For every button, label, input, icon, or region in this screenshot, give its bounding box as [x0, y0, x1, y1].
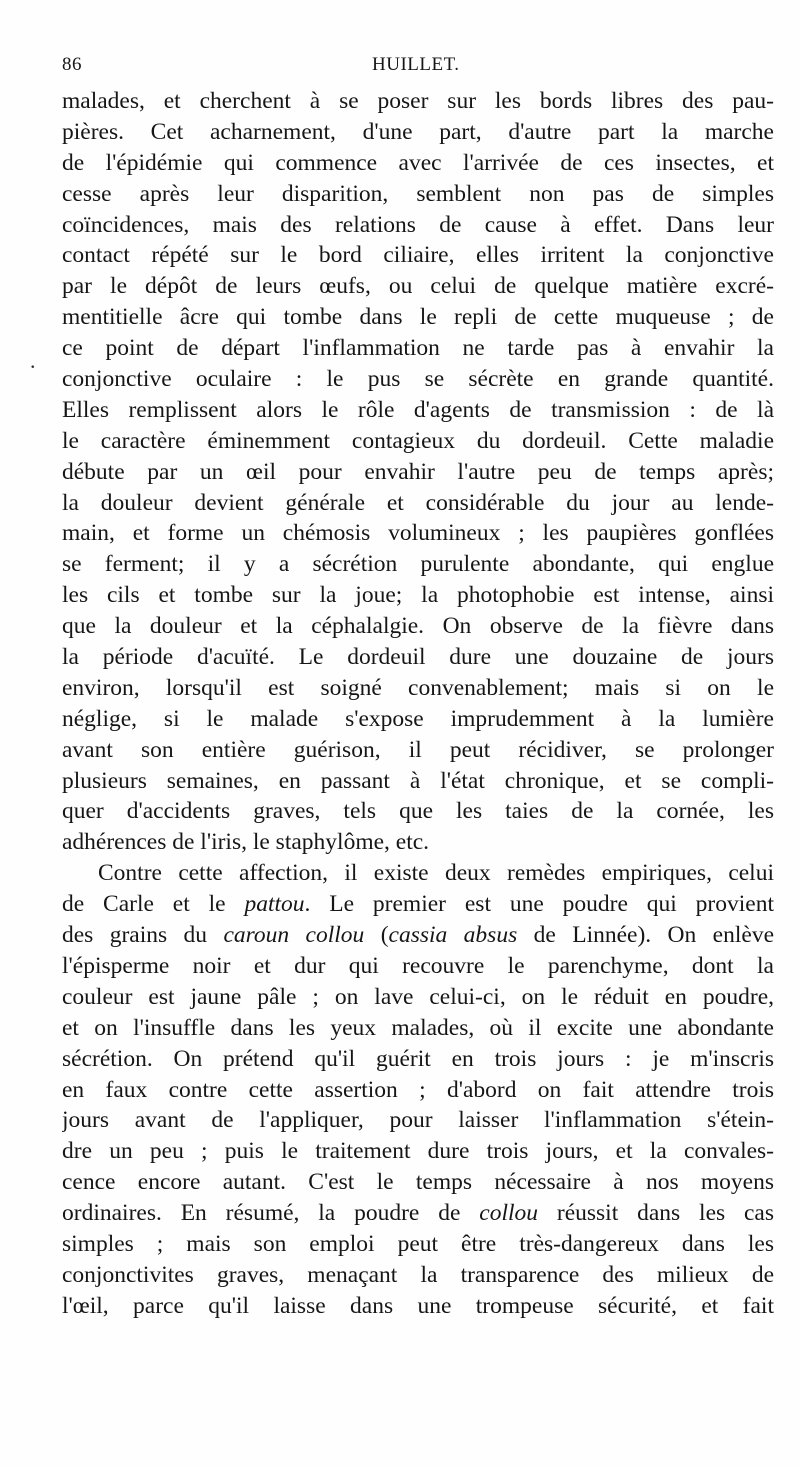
text-line: la douleur devient générale et considérable du jour au lende- — [62, 489, 774, 516]
text-line: conjonctivites graves, menaçant la transparence des milieux de — [62, 1261, 774, 1288]
text-line: quer d'accidents graves, tels que les taies de la cornée, les — [62, 798, 774, 825]
text-line — [62, 889, 774, 920]
text-run: des grains du — [62, 922, 224, 949]
text-run: . Le premier est une poudre qui provient — [304, 891, 774, 918]
text-line: environ, lorsqu'il est soigné convenablement; mais si on le — [62, 674, 774, 701]
text-line: se ferment; il y a sécrétion purulente abondante, qui englue — [62, 551, 774, 578]
text-line: plusieurs semaines, en passant à l'état chronique, et se compli- — [62, 767, 774, 794]
text-line: contact répété sur le bord ciliaire, elles irritent la conjonctive — [62, 242, 774, 269]
text-line: dre un peu ; puis le traitement dure trois jours, et la convales- — [62, 1138, 774, 1165]
text-line — [62, 920, 774, 951]
text-line: cesse après leur disparition, semblent non pas de simples — [62, 180, 774, 207]
text-line: adhérences de l'iris, le staphylôme, etc. — [62, 829, 430, 856]
text-line: coïncidences, mais des relations de cause à effet. Dans leur — [62, 211, 774, 238]
text-line: pières. Cet acharnement, d'une part, d'autre part la marche — [62, 118, 774, 145]
text-line: mentitielle âcre qui tombe dans le repli de cette muqueuse ; de — [62, 304, 774, 331]
text-line: ce point de départ l'inflammation ne tarde pas à envahir la — [62, 335, 774, 362]
text-line: cence encore autant. C'est le temps nécessaire à nos moyens — [62, 1169, 774, 1196]
text-line: la période d'acuïté. Le dordeuil dure une douzaine de jours — [62, 644, 774, 671]
italic-term: collou — [479, 1200, 539, 1227]
text-line: débute par un œil pour envahir l'autre peu de temps après; — [62, 458, 774, 485]
text-line: jours avant de l'appliquer, pour laisser l'inflammation s'étein- — [62, 1107, 774, 1134]
text-line: conjonctive oculaire : le pus se sécrète en grande quantité. — [62, 366, 774, 393]
text-line: sécrétion. On prétend qu'il guérit en trois jours : je m'inscris — [62, 1045, 774, 1072]
text-line: malades, et cherchent à se poser sur les bords libres des pau- — [62, 88, 774, 114]
text-line — [62, 1198, 774, 1229]
text-run: réussit dans les cas — [538, 1200, 774, 1227]
text-line: l'œil, parce qu'il laisse dans une trompeuse sécurité, et fait — [62, 1292, 774, 1319]
paragraph-1 — [62, 86, 774, 858]
text-line: par le dépôt de leurs œufs, ou celui de quelque matière excré- — [62, 273, 774, 300]
text-line: main, et forme un chémosis volumineux ; les paupières gonflées — [62, 520, 774, 547]
text-line: l'épisperme noir et dur qui recouvre le parenchyme, dont la — [62, 952, 774, 979]
text-line: couleur est jaune pâle ; on lave celui-ci, on le réduit en poudre, — [62, 983, 774, 1010]
text-line: simples ; mais son emploi peut être très-dangereux dans les — [62, 1230, 774, 1257]
text-line — [62, 858, 774, 889]
running-head: HUILLET. — [372, 54, 460, 75]
italic-term: caroun collou — [223, 922, 365, 949]
text-run: ( — [364, 922, 389, 949]
margin-mark: . — [30, 348, 36, 373]
text-run: de Carle et le — [62, 891, 245, 918]
text-line: que la douleur et la céphalalgie. On observe de la fièvre dans — [62, 613, 774, 640]
text-line: Elles remplissent alors le rôle d'agents de transmission : de là — [62, 396, 774, 423]
page-header — [62, 54, 774, 84]
italic-term: cassia absus — [388, 922, 518, 949]
text-run: de Linnée). On enlève — [517, 922, 774, 949]
text-line: et on l'insuffle dans les yeux malades, où il excite une abondante — [62, 1014, 774, 1041]
text-run: ordinaires. En résumé, la poudre de — [62, 1200, 480, 1227]
italic-term: pattou — [244, 891, 305, 918]
text-run: Contre cette affection, il existe deux remèdes empiriques, celui — [98, 860, 774, 887]
paragraph-2 — [62, 858, 774, 1321]
text-line: néglige, si le malade s'expose imprudemment à la lumière — [62, 705, 774, 732]
text-line: de l'épidémie qui commence avec l'arrivée de ces insectes, et — [62, 149, 774, 176]
page-number: 86 — [62, 54, 82, 75]
text-line: le caractère éminemment contagieux du dordeuil. Cette maladie — [62, 427, 774, 454]
text-line: en faux contre cette assertion ; d'abord on fait attendre trois — [62, 1076, 774, 1103]
text-line: les cils et tombe sur la joue; la photophobie est intense, ainsi — [62, 582, 774, 609]
text-line: avant son entière guérison, il peut récidiver, se prolonger — [62, 736, 774, 763]
body-text — [62, 86, 774, 1322]
